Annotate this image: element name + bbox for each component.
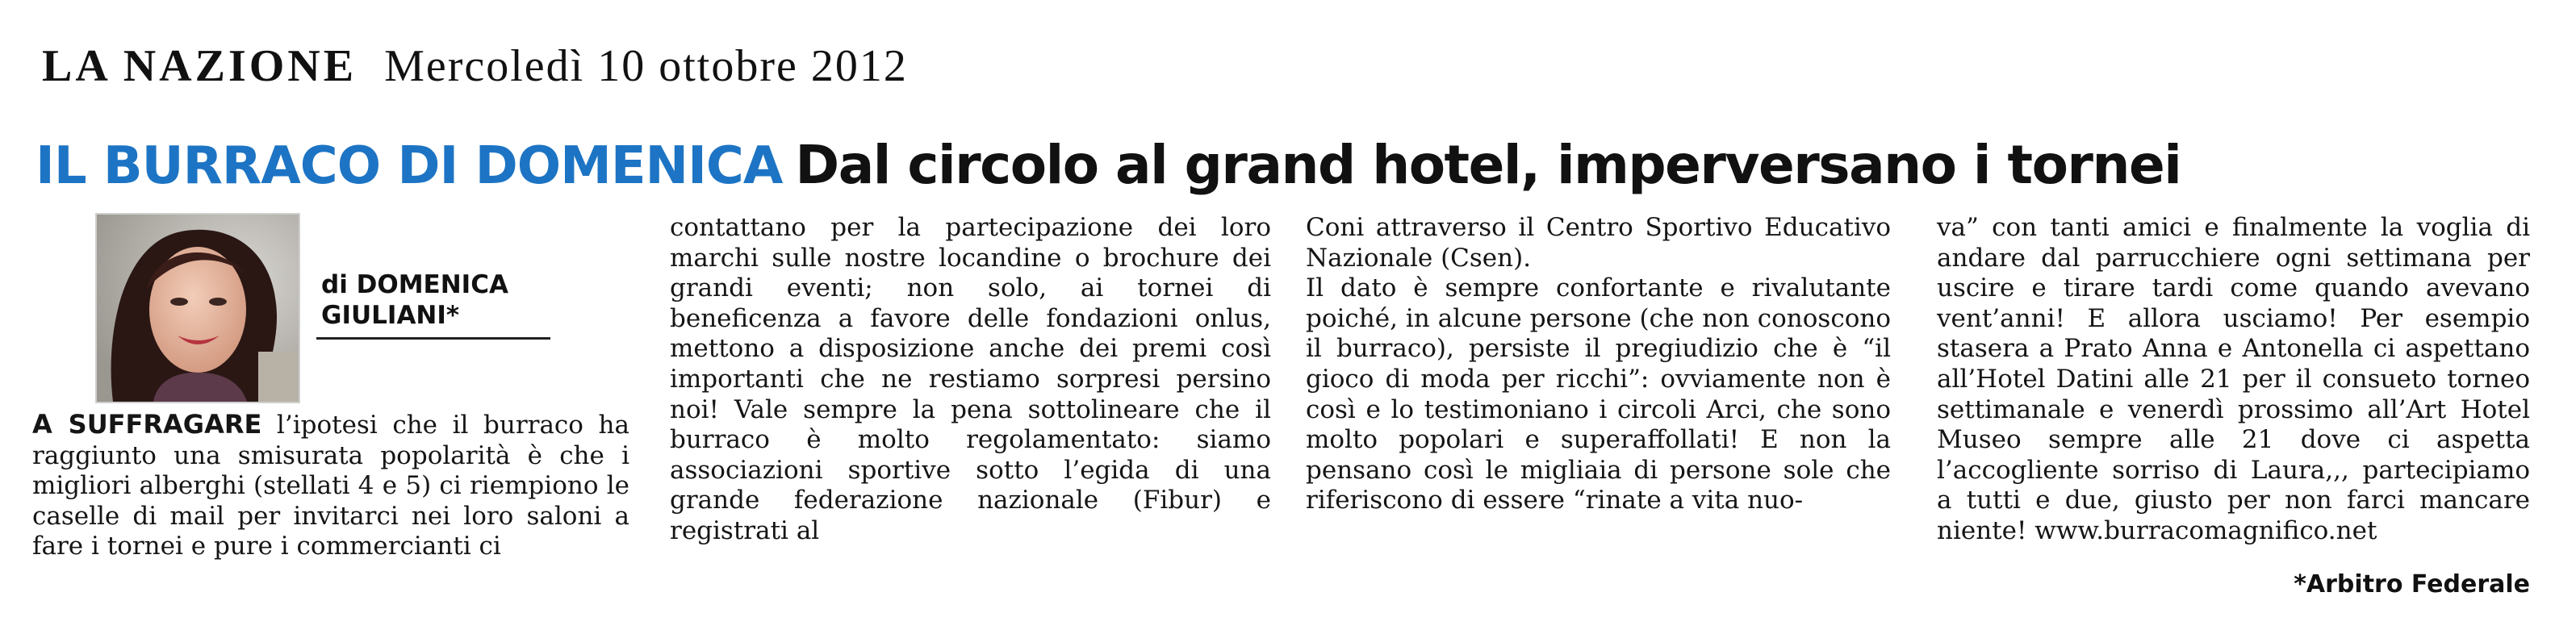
author-signature: *Arbitro Federale [2294,570,2530,599]
author-photo [95,213,300,403]
article-column-1 [32,410,629,562]
paragraph [32,410,629,562]
newspaper-masthead [42,40,908,92]
article-title: Dal circolo al grand hotel, imperversano i tornei [795,134,2181,196]
lead-in: A SUFFRAGARE [32,409,262,440]
article-column-3 [1306,213,1891,516]
article-column-2 [670,213,1271,547]
author-byline [321,269,563,331]
publication-date: Mercoledì 10 ottobre 2012 [384,41,908,91]
paragraph-text: Coni attraverso il Centro Sportivo Educativo Nazionale (Csen). [1306,213,1891,273]
article-headline [36,129,2181,215]
paragraph-text: va” con tanti amici e finalmente la voglia di andare dal parrucchiere ogni settimana per uscire e tirare tardi come quando avevano vent’anni! E allora usciamo! Per esempio stasera a Prato Anna e Antonella ci aspettano all’Hotel Datini alle 21 per il consueto torneo settimanale e venerdì prossimo all’Art Hotel Museo sempre alle 21 dove ci aspetta l’accogliente sorriso di Laura,,, partecipiamo a tutti e due, giusto per non farci mancare niente! www.burracomagnifico.net [1937,213,2530,545]
article-column-4 [1937,213,2530,547]
paragraph-text: l’ipotesi che il burraco ha raggiunto una smisurata popolarità è che i migliori alberghi (stellati 4 e 5) ci riempiono le caselle di mail per invitarci nei loro saloni a fare i tornei e pure i commercianti ci [32,411,629,561]
byline-divider [316,337,550,340]
newspaper-name: LA NAZIONE [42,41,358,91]
paragraph-text: contattano per la partecipazione dei loro marchi sulle nostre locandine o brochure dei grandi eventi; non solo, ai tornei di beneficenza a favore delle fondazioni onlus, mettono a disposizione anche dei premi così importanti che ne restiamo sorpresi persino noi! Vale sempre la pena sottolineare che il burraco è molto regolamentato: siamo associazioni sportive sotto l’egida di una grande federazione nazionale (Fibur) e registrati al [670,213,1271,545]
paragraph-text: Il dato è sempre confortante e rivalutante poiché, in alcune persone (che non conoscono il burraco), persiste il pregiudizio che è “il gioco di moda per ricchi”: ovviamente non è così e lo testimoniano i circoli Arci, che sono molto popolari e superaffollati! E non la pensano così le migliaia di persone sole che riferiscono di essere “rinate a vita nuo- [1306,273,1891,515]
byline-name: GIULIANI* [321,301,460,330]
byline-prefix: di DOMENICA [321,270,508,299]
column-rubric: IL BURRACO DI DOMENICA [36,136,783,196]
